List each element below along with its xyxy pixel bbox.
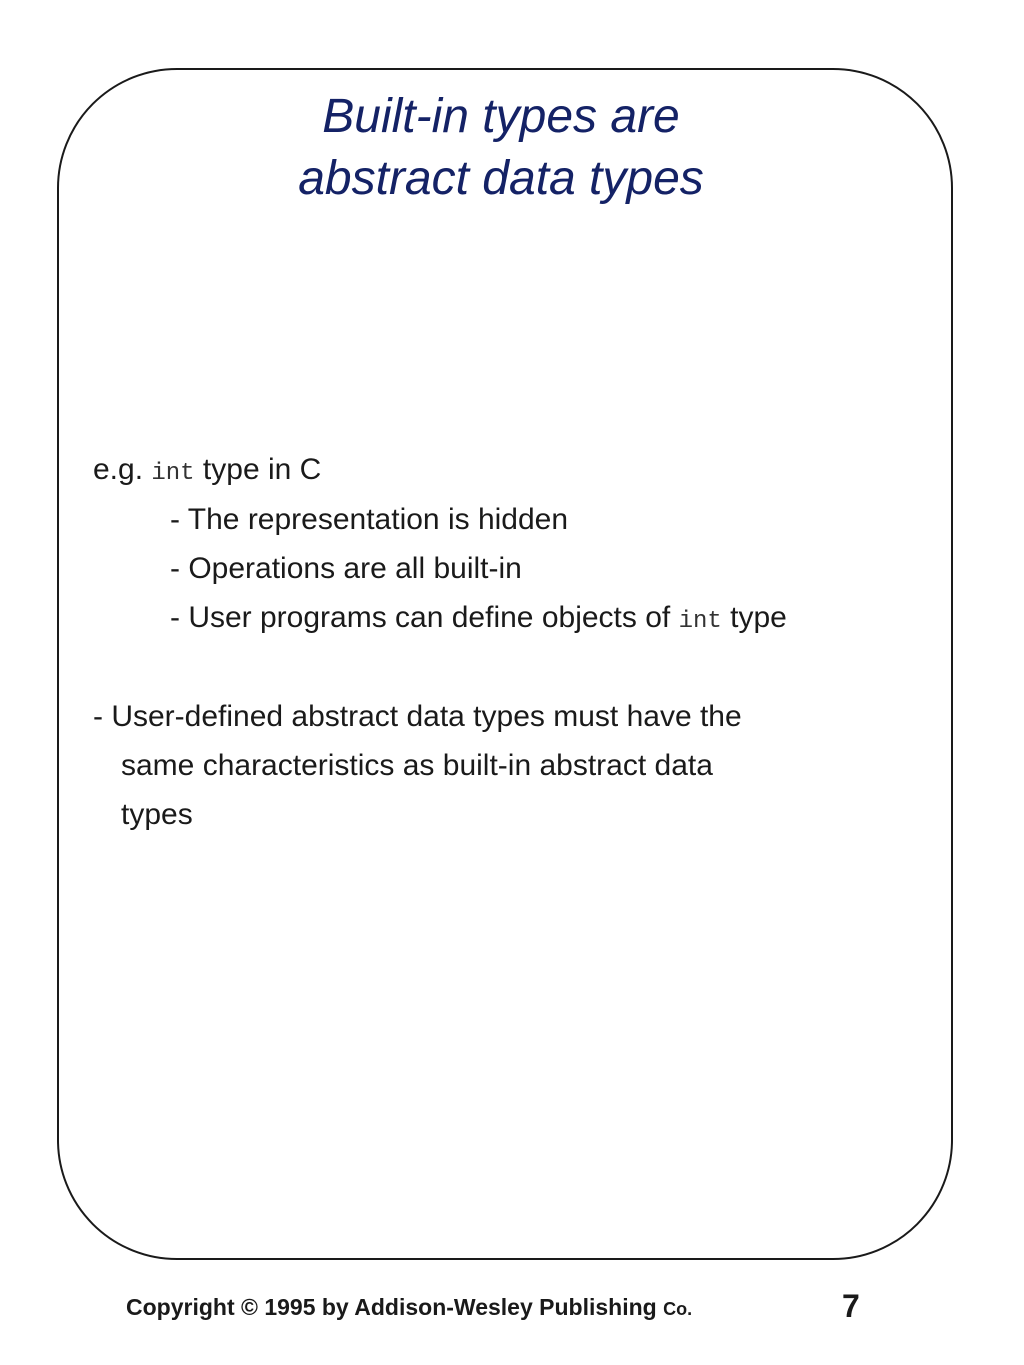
- bullet-user-programs-code: int: [678, 608, 722, 635]
- example-prefix: e.g.: [93, 453, 152, 486]
- copyright-co: Co.: [663, 1299, 693, 1319]
- example-line: [93, 450, 321, 494]
- footer-copyright: [126, 1294, 692, 1321]
- bullet-representation: - The representation is hidden: [170, 503, 569, 536]
- slide-frame: [57, 68, 953, 1260]
- bullet-user-programs: [170, 598, 787, 642]
- example-code: int: [151, 460, 195, 487]
- copyright-text: Copyright © 1995 by Addison-Wesley Publishing: [126, 1294, 664, 1320]
- slide-title: [0, 86, 1002, 210]
- note-line-3: types: [121, 798, 193, 831]
- title-line-1: Built-in types are: [322, 90, 680, 143]
- note-line-1: - User-defined abstract data types must have the: [93, 700, 742, 733]
- bullet-operations: - Operations are all built-in: [170, 552, 522, 585]
- page-number: 7: [842, 1288, 860, 1324]
- bullet-user-programs-suffix: type: [721, 601, 787, 634]
- note-line-2: same characteristics as built-in abstract data: [121, 749, 713, 782]
- bullet-user-programs-prefix: - User programs can define objects of: [170, 601, 679, 634]
- title-line-2: abstract data types: [298, 152, 704, 205]
- example-suffix: type in C: [194, 453, 322, 486]
